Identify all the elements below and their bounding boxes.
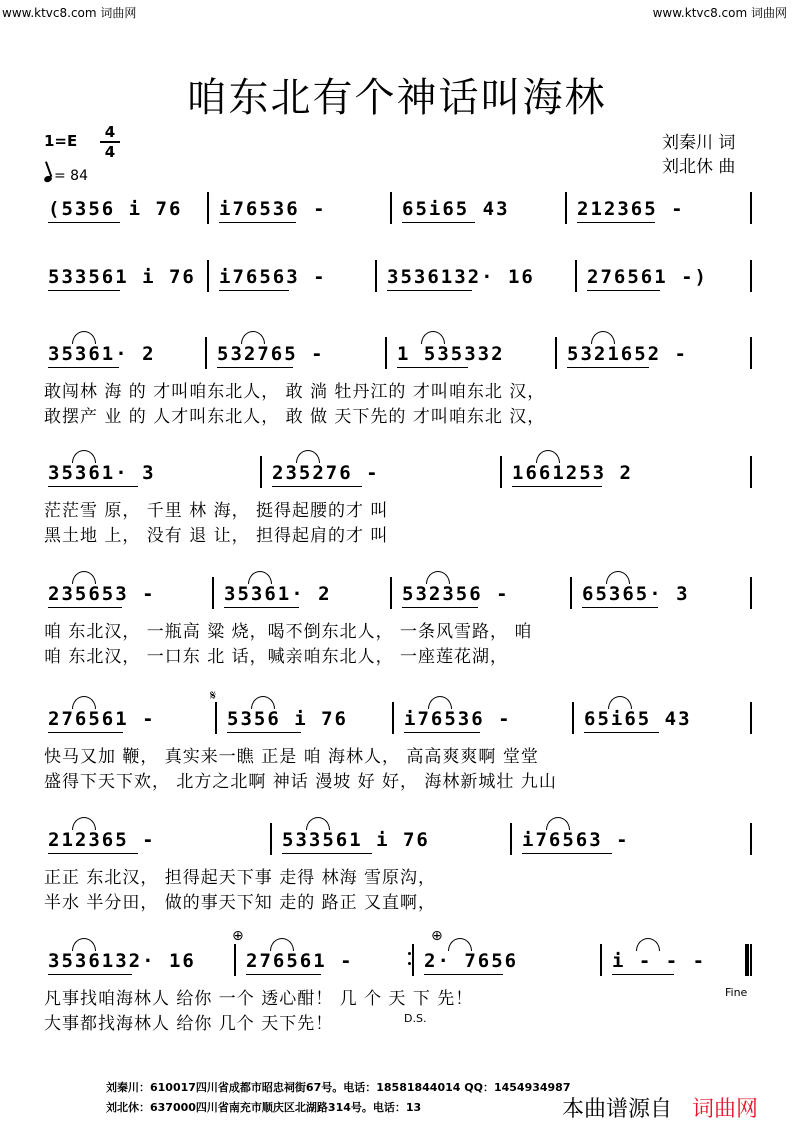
lyric-verse-2: 敢摆产 业 的 人才叫东北人， 敢 做 天下先的 才叫咱东北 汉， <box>44 407 546 427</box>
bar-line <box>565 192 567 224</box>
composer-credit: 刘北休 曲 <box>662 157 736 177</box>
bar-line <box>555 337 557 369</box>
measure: 533561 i 76 <box>282 829 430 851</box>
footer-contact-1: 刘秦川：610017四川省成都市昭忠祠街67号。电话：18581844014 QQ：1454934987 <box>106 1081 571 1094</box>
measure: 532356 - <box>402 583 510 605</box>
slur-arc <box>421 331 445 344</box>
beam-underline <box>282 853 372 854</box>
beam-underline <box>577 222 655 223</box>
tempo-marking <box>44 168 88 184</box>
beam-underline <box>246 974 321 975</box>
measure: 1 535332 <box>397 343 505 365</box>
system-end-bar <box>750 823 752 855</box>
lyric-verse-2: 半水 半分田， 做的事天下知 走的 路正 又直啊， <box>44 893 437 913</box>
beam-underline <box>567 367 649 368</box>
notation-system <box>0 266 793 306</box>
system-end-bar <box>750 260 752 292</box>
slur-arc <box>72 938 96 951</box>
lyric-verse-2: 咱 东北汉， 一口东 北 话，喊亲咱东北人， 一座莲花湖， <box>44 647 509 667</box>
slur-arc <box>72 696 96 709</box>
bar-line <box>575 260 577 292</box>
measure: 35361· 3 <box>48 462 156 484</box>
beam-underline <box>582 607 658 608</box>
beam-underline <box>424 974 503 975</box>
slur-arc <box>241 331 265 344</box>
time-signature <box>100 124 120 160</box>
measure: 5321652 - <box>567 343 688 365</box>
beam-underline <box>48 974 132 975</box>
ds-mark: D.S. <box>404 1012 427 1025</box>
measure: 65i65 43 <box>584 708 692 730</box>
tempo-value: = 84 <box>54 168 88 184</box>
measure: i76536 - <box>404 708 512 730</box>
beam-underline <box>522 853 612 854</box>
quarter-note-icon <box>43 175 53 183</box>
beam-underline <box>584 732 659 733</box>
slur-arc <box>72 817 96 830</box>
measure: 3536132· 16 <box>48 950 196 972</box>
bar-line <box>392 702 394 734</box>
measure: 533561 i 76 <box>48 266 196 288</box>
footer-brand-text: 本曲谱源自 <box>562 1097 673 1122</box>
bar-line <box>234 944 236 976</box>
bar-line <box>412 944 414 976</box>
slur-arc <box>72 331 96 344</box>
beam-underline <box>48 607 122 608</box>
measure: 65i65 43 <box>402 198 510 220</box>
bar-line <box>570 577 572 609</box>
measure: 5356 i 76 <box>227 708 348 730</box>
beam-underline <box>217 367 293 368</box>
lyric-verse-1: 敢闯林 海 的 才叫咱东北人， 敢 淌 牡丹江的 才叫咱东北 汉， <box>44 382 546 402</box>
beam-underline <box>48 222 120 223</box>
measure: 35361· 2 <box>224 583 332 605</box>
bar-line <box>390 192 392 224</box>
beam-underline <box>48 853 138 854</box>
slur-arc <box>591 331 615 344</box>
final-double-bar <box>745 944 749 976</box>
slur-arc <box>72 571 96 584</box>
beam-underline <box>512 486 602 487</box>
measure: 2· 7656 <box>424 950 519 972</box>
measure: i76536 - <box>219 198 327 220</box>
beam-underline <box>397 367 468 368</box>
beam-underline <box>48 486 138 487</box>
bar-line <box>207 192 209 224</box>
lyric-verse-2: 盛得下天下欢， 北方之北啊 神话 漫坡 好 好， 海林新城壮 九山 <box>44 772 557 792</box>
beam-underline <box>587 290 660 291</box>
bar-line <box>260 456 262 488</box>
lyricist-credit: 刘秦川 词 <box>662 133 736 153</box>
beam-underline <box>48 732 123 733</box>
footer-brand-name[interactable]: 词曲网 <box>692 1097 759 1122</box>
beam-underline <box>402 222 475 223</box>
key-signature: 1=E <box>44 132 78 150</box>
site-header-left[interactable]: www.ktvc8.com 词曲网 <box>2 6 137 20</box>
coda-icon-2: ⊕ <box>431 928 443 944</box>
measure: 276561 - <box>48 708 156 730</box>
system-end-bar <box>750 456 752 488</box>
measure: i - - - <box>612 950 707 972</box>
repeat-dot <box>408 952 411 955</box>
measure: i76563 - <box>522 829 630 851</box>
slur-arc <box>606 571 630 584</box>
beam-underline <box>224 607 299 608</box>
system-end-bar <box>750 337 752 369</box>
beam-underline <box>227 732 301 733</box>
bar-line <box>375 260 377 292</box>
slur-arc <box>636 938 660 951</box>
lyric-verse-1: 正正 东北汉， 担得起天下事 走得 林海 雪原沟， <box>44 868 437 888</box>
lyric-verse-1: 咱 东北汉， 一瓶高 粱 烧，喝不倒东北人， 一条风雪路， 咱 <box>44 622 533 642</box>
bar-line <box>212 577 214 609</box>
beam-underline <box>402 607 478 608</box>
bar-line <box>572 702 574 734</box>
measure: 3536132· 16 <box>387 266 535 288</box>
slur-arc <box>608 696 632 709</box>
slur-arc <box>448 938 472 951</box>
slur-arc <box>296 450 320 463</box>
fine-mark: Fine <box>725 986 748 999</box>
measure: 235276 - <box>272 462 380 484</box>
lyric-verse-1: 茫茫雪 原， 千里 林 海， 挺得起腰的才 叫 <box>44 501 389 521</box>
beam-underline <box>48 290 120 291</box>
system-end-bar <box>750 702 752 734</box>
beam-underline <box>219 290 289 291</box>
measure: 65365· 3 <box>582 583 690 605</box>
bar-line <box>270 823 272 855</box>
footer-brand-link[interactable] <box>692 1092 758 1123</box>
bar-line <box>205 337 207 369</box>
bar-line <box>500 456 502 488</box>
lyric-verse-2: 大事都找海林人 给你 几个 天下先！ <box>44 1014 334 1034</box>
measure: 1661253 2 <box>512 462 633 484</box>
measure: 35361· 2 <box>48 343 156 365</box>
beam-underline <box>612 974 674 975</box>
system-end-bar <box>750 944 752 976</box>
lyric-verse-1: 快马又加 鞭， 真实来一瞧 正是 咱 海林人， 高高爽爽啊 堂堂 <box>44 747 539 767</box>
lyric-verse-2: 黑土地 上， 没有 退 让， 担得起肩的才 叫 <box>44 526 389 546</box>
slur-arc <box>306 817 330 830</box>
slur-arc <box>426 571 450 584</box>
footer-contact-2: 刘北休：637000四川省南充市顺庆区北湖路314号。电话：13 <box>106 1101 422 1114</box>
system-end-bar <box>750 577 752 609</box>
slur-arc <box>248 571 272 584</box>
measure: 276561 -) <box>587 266 708 288</box>
site-header-right[interactable]: www.ktvc8.com 词曲网 <box>652 6 787 20</box>
measure: 212365 - <box>48 829 156 851</box>
measure: (5356 i 76 <box>48 198 183 220</box>
segno-icon: 𝄋 <box>210 688 217 704</box>
time-signature-bottom: 4 <box>104 143 116 161</box>
bar-line <box>385 337 387 369</box>
bar-line <box>390 577 392 609</box>
slur-arc <box>536 450 560 463</box>
beam-underline <box>219 222 296 223</box>
slur-arc <box>251 696 275 709</box>
repeat-dot <box>408 962 411 965</box>
bar-line <box>510 823 512 855</box>
song-title: 咱东北有个神话叫海林 <box>186 75 607 121</box>
bar-line <box>600 944 602 976</box>
measure: 276561 - <box>246 950 354 972</box>
measure: 532765 - <box>217 343 325 365</box>
time-signature-top: 4 <box>104 123 116 141</box>
slur-arc <box>546 817 570 830</box>
lyric-verse-1: 凡事找咱海林人 给你 一个 透心酣！ 几 个 天 下 先！ <box>44 989 474 1009</box>
notation-system <box>0 198 793 238</box>
beam-underline <box>48 367 119 368</box>
beam-underline <box>387 290 472 291</box>
bar-line <box>215 702 217 734</box>
slur-arc <box>428 696 452 709</box>
slur-arc <box>270 938 294 951</box>
beam-underline <box>272 486 362 487</box>
coda-icon-1: ⊕ <box>232 928 244 944</box>
beam-underline <box>404 732 480 733</box>
bar-line <box>207 260 209 292</box>
slur-arc <box>72 450 96 463</box>
system-end-bar <box>750 192 752 224</box>
measure: 212365 - <box>577 198 685 220</box>
measure: i76563 - <box>219 266 327 288</box>
measure: 235653 - <box>48 583 156 605</box>
